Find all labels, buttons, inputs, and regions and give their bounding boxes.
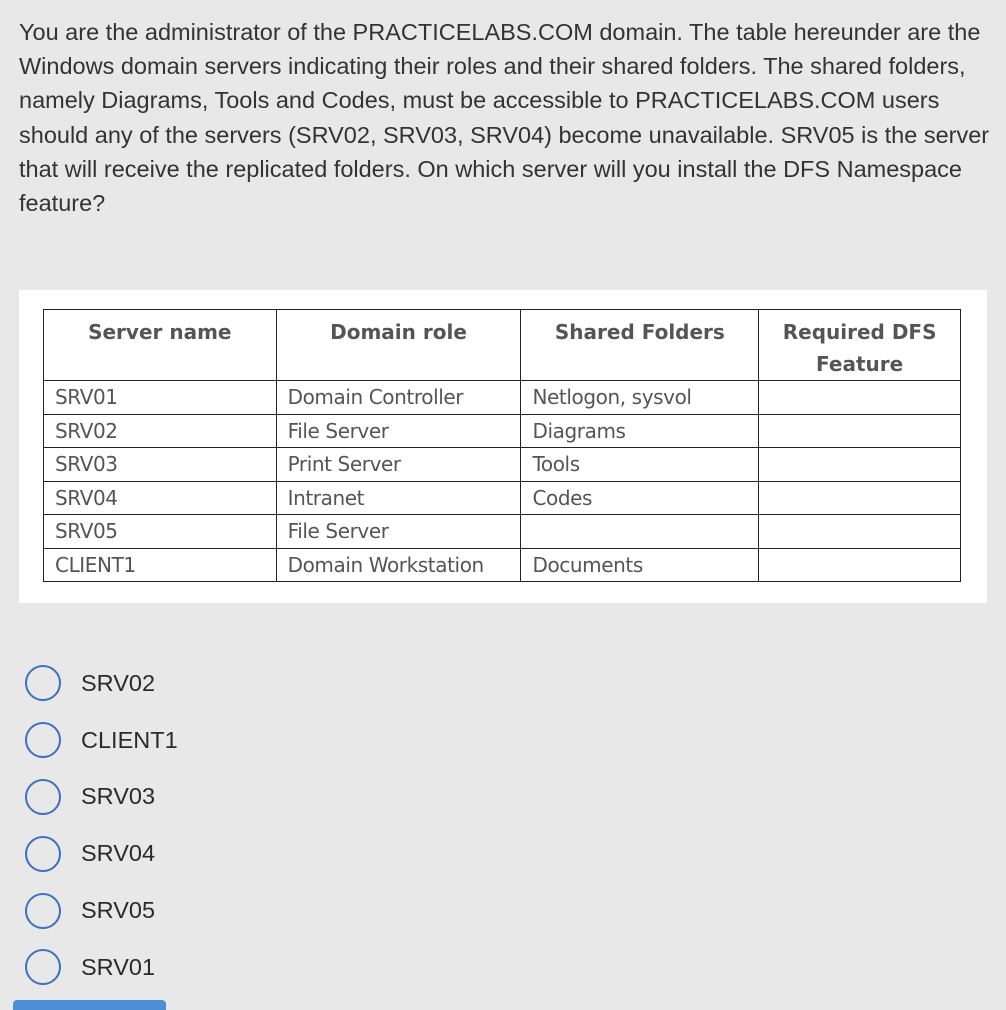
- cell-server-name: CLIENT1: [44, 548, 277, 582]
- answer-options: [25, 655, 178, 996]
- cell-server-name: SRV04: [44, 481, 277, 515]
- cell-shared-folders: [521, 515, 759, 549]
- option-label: SRV04: [81, 840, 156, 867]
- header-server-name: Server name: [44, 310, 277, 381]
- table-row: [44, 414, 961, 448]
- option-label: SRV02: [81, 669, 156, 696]
- option-label: SRV03: [81, 783, 156, 810]
- cell-required-dfs-feature: [759, 381, 961, 415]
- cell-domain-role: File Server: [276, 515, 521, 549]
- radio-button[interactable]: [25, 836, 61, 872]
- radio-button[interactable]: [25, 665, 61, 701]
- header-shared-folders: Shared Folders: [521, 310, 759, 381]
- cell-required-dfs-feature: [759, 448, 961, 482]
- table-header-row: [44, 310, 961, 381]
- option-label: CLIENT1: [81, 726, 178, 753]
- cell-required-dfs-feature: [759, 414, 961, 448]
- submit-button[interactable]: [13, 1000, 166, 1010]
- option-client1[interactable]: [25, 712, 178, 769]
- cell-domain-role: Print Server: [276, 448, 521, 482]
- cell-server-name: SRV02: [44, 414, 277, 448]
- option-srv05[interactable]: [25, 882, 178, 939]
- header-required-dfs-feature: Required DFS Feature: [759, 310, 961, 381]
- cell-required-dfs-feature: [759, 481, 961, 515]
- radio-button[interactable]: [25, 949, 61, 985]
- radio-button[interactable]: [25, 893, 61, 929]
- cell-domain-role: Domain Workstation: [276, 548, 521, 582]
- header-domain-role: Domain role: [276, 310, 521, 381]
- cell-domain-role: Intranet: [276, 481, 521, 515]
- cell-required-dfs-feature: [759, 515, 961, 549]
- table-card: [19, 290, 987, 603]
- cell-server-name: SRV03: [44, 448, 277, 482]
- cell-shared-folders: Diagrams: [521, 414, 759, 448]
- table-row: [44, 481, 961, 515]
- cell-server-name: SRV01: [44, 381, 277, 415]
- radio-button[interactable]: [25, 722, 61, 758]
- cell-shared-folders: Tools: [521, 448, 759, 482]
- cell-shared-folders: Documents: [521, 548, 759, 582]
- cell-domain-role: File Server: [276, 414, 521, 448]
- option-srv01[interactable]: [25, 939, 178, 996]
- cell-server-name: SRV05: [44, 515, 277, 549]
- table-row: [44, 548, 961, 582]
- option-label: SRV01: [81, 953, 156, 980]
- cell-required-dfs-feature: [759, 548, 961, 582]
- servers-table: [43, 309, 961, 582]
- question-text: You are the administrator of the PRACTICELABS.COM domain. The table hereunder are the Windows domain servers indicating their roles and their shared folders. The shared folders, namely Diagrams, Tools and Codes, must be accessible to PRACTICELABS.COM users should any of the servers (SRV02, SRV03, SRV04) become unavailable. SRV05 is the server that will receive the replicated folders. On which server will you install the DFS Namespace feature?: [19, 19, 990, 217]
- cell-domain-role: Domain Controller: [276, 381, 521, 415]
- option-srv02[interactable]: [25, 655, 178, 712]
- option-srv04[interactable]: [25, 825, 178, 882]
- cell-shared-folders: Codes: [521, 481, 759, 515]
- cell-shared-folders: Netlogon, sysvol: [521, 381, 759, 415]
- option-srv03[interactable]: [25, 769, 178, 826]
- table-row: [44, 381, 961, 415]
- radio-button[interactable]: [25, 779, 61, 815]
- option-label: SRV05: [81, 897, 156, 924]
- table-row: [44, 448, 961, 482]
- table-row: [44, 515, 961, 549]
